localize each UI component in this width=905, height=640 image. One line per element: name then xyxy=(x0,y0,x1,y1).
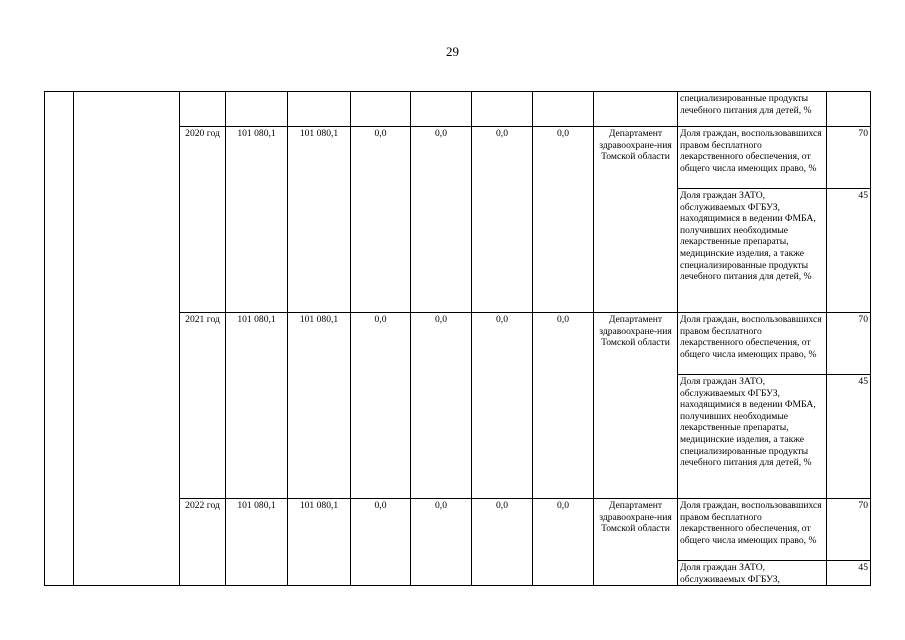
year-cell: 2021 год xyxy=(180,313,226,499)
indicator-value: 45 xyxy=(827,561,871,586)
total-cell: 101 080,1 xyxy=(226,313,288,499)
indicator-cell: Доля граждан, воспользовавшихся правом бесплатного лекарственного обеспечения, от общего числа имеющих право, % xyxy=(678,313,827,375)
funding-cell: 101 080,1 xyxy=(288,313,351,499)
indicator-value: 70 xyxy=(827,127,871,189)
merged-cell-task xyxy=(74,92,180,586)
indicator-cell: Доля граждан ЗАТО, обслуживаемых ФГБУЗ, находящимися в ведении ФМБА, получивших необходимые лекарственные препараты, медицинские изделия, а также специализированные продукты лечебного питания для детей, % xyxy=(678,375,827,499)
year-cell: 2020 год xyxy=(180,127,226,313)
funding-cell: 0,0 xyxy=(472,313,533,499)
department-cell: Департамент здравоохране-ния Томской области xyxy=(594,127,678,313)
merged-cell-number xyxy=(45,92,74,586)
total-cell: 101 080,1 xyxy=(226,127,288,313)
indicator-cell: Доля граждан, воспользовавшихся правом бесплатного лекарственного обеспечения, от общего числа имеющих право, % xyxy=(678,499,827,561)
funding-cell: 0,0 xyxy=(351,313,411,499)
funding-cell: 0,0 xyxy=(411,499,472,586)
table-row xyxy=(45,92,871,127)
funding-cell: 0,0 xyxy=(351,127,411,313)
funding-cell: 0,0 xyxy=(533,499,594,586)
year-cell: 2022 год xyxy=(180,499,226,586)
indicator-cell: Доля граждан ЗАТО, обслуживаемых ФГБУЗ, xyxy=(678,561,827,586)
funding-cell: 0,0 xyxy=(472,127,533,313)
department-cell: Департамент здравоохране-ния Томской области xyxy=(594,313,678,499)
funding-cell: 0,0 xyxy=(351,499,411,586)
funding-cell: 0,0 xyxy=(411,313,472,499)
funding-cell: 0,0 xyxy=(533,313,594,499)
indicator-cell: Доля граждан, воспользовавшихся правом бесплатного лекарственного обеспечения, от общего числа имеющих право, % xyxy=(678,127,827,189)
indicator-cell: Доля граждан ЗАТО, обслуживаемых ФГБУЗ, находящимися в ведении ФМБА, получивших необходимые лекарственные препараты, медицинские изделия, а также специализированные продукты лечебного питания для детей, % xyxy=(678,189,827,313)
indicator-value: 70 xyxy=(827,499,871,561)
funding-cell: 101 080,1 xyxy=(288,499,351,586)
funding-cell: 0,0 xyxy=(472,499,533,586)
funding-cell: 0,0 xyxy=(533,127,594,313)
total-cell: 101 080,1 xyxy=(226,499,288,586)
funding-cell: 0,0 xyxy=(411,127,472,313)
indicator-value: 45 xyxy=(827,375,871,499)
indicator-cell: специализированные продукты лечебного питания для детей, % xyxy=(678,92,827,127)
funding-cell: 101 080,1 xyxy=(288,127,351,313)
page-number: 29 xyxy=(446,44,459,59)
budget-table xyxy=(44,91,871,586)
indicator-value: 45 xyxy=(827,189,871,313)
department-cell: Департамент здравоохране-ния Томской области xyxy=(594,499,678,586)
indicator-value: 70 xyxy=(827,313,871,375)
